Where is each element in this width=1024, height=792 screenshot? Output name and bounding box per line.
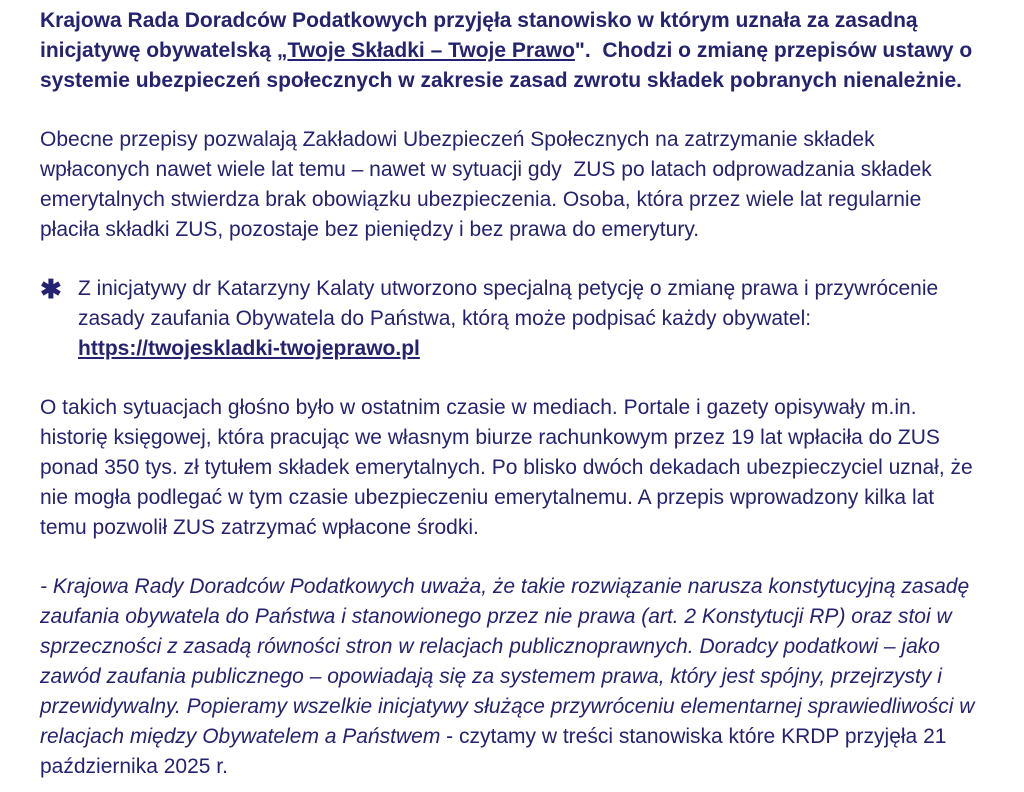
petition-note-body	[78, 274, 984, 364]
quote-attribution: - czytamy w treści stanowiska które KRDP przyjęła 21 października 2025 r.	[40, 725, 953, 778]
paragraph-current-rules: Obecne przepisy pozwalają Zakładowi Ubezpieczeń Społecznych na zatrzymanie składek wpłaconych nawet wiele lat temu – nawet w sytuacji gdy ZUS po latach odprowadzania składek emerytalnych stwierdza brak obowiązku ubezpieczenia. Osoba, która przez wiele lat regularnie płaciła składki ZUS, pozostaje bez pieniędzy i bez prawa do emerytury.	[40, 128, 938, 241]
petition-text: Z inicjatywy dr Katarzyny Kalaty utworzono specjalną petycję o zmianę prawa i przywrócenie zasady zaufania Obywatela do Państwa, którą może podpisać każdy obywatel:	[78, 277, 945, 330]
intro-text-after: ". Chodzi o zmianę przepisów ustawy o systemie ubezpieczeń społecznych w zakresie zasad zwrotu składek pobranych nienależnie.	[40, 39, 979, 92]
initiative-title: Twoje Składki – Twoje Prawo	[287, 39, 575, 62]
petition-note	[40, 274, 984, 364]
petition-link[interactable]: https://twojeskladki-twojeprawo.pl	[78, 337, 420, 360]
asterisk-icon: ✱	[40, 274, 62, 304]
paragraph-media-coverage: O takich sytuacjach głośno było w ostatnim czasie w mediach. Portale i gazety opisywały m.in. historię księgowej, która pracując we własnym biurze rachunkowym przez 19 lat wpłaciła do ZUS ponad 350 tys. zł tytułem składek emerytalnych. Po blisko dwóch dekadach ubezpieczyciel uznał, że nie mogła podlegać w tym czasie ubezpieczeniu emerytalnemu. A przepis wprowadzony kilka lat temu pozwolił ZUS zatrzymać wpłacone środki.	[40, 396, 979, 539]
quote-paragraph	[40, 572, 984, 782]
intro-paragraph	[40, 6, 984, 96]
quote-italic-text: - Krajowa Rady Doradców Podatkowych uważa, że takie rozwiązanie narusza konstytucyjną zasadę zaufania obywatela do Państwa i stanowionego przez nie prawa (art. 2 Konstytucji RP) oraz stoi w sprzeczności z zasadą równości stron w relacjach publicznoprawnych. Doradcy podatkowi – jako zawód zaufania publicznego – opowiadają się za systemem prawa, który jest spójny, przejrzysty i przewidywalny. Popieramy wszelkie inicjatywy służące przywróceniu elementarnej sprawiedliwości w relacjach między Obywatelem a Państwem	[40, 575, 981, 748]
intro-text-before: Krajowa Rada Doradców Podatkowych przyjęła stanowisko w którym uznała za zasadną inicjatywę obywatelską „	[40, 9, 924, 62]
